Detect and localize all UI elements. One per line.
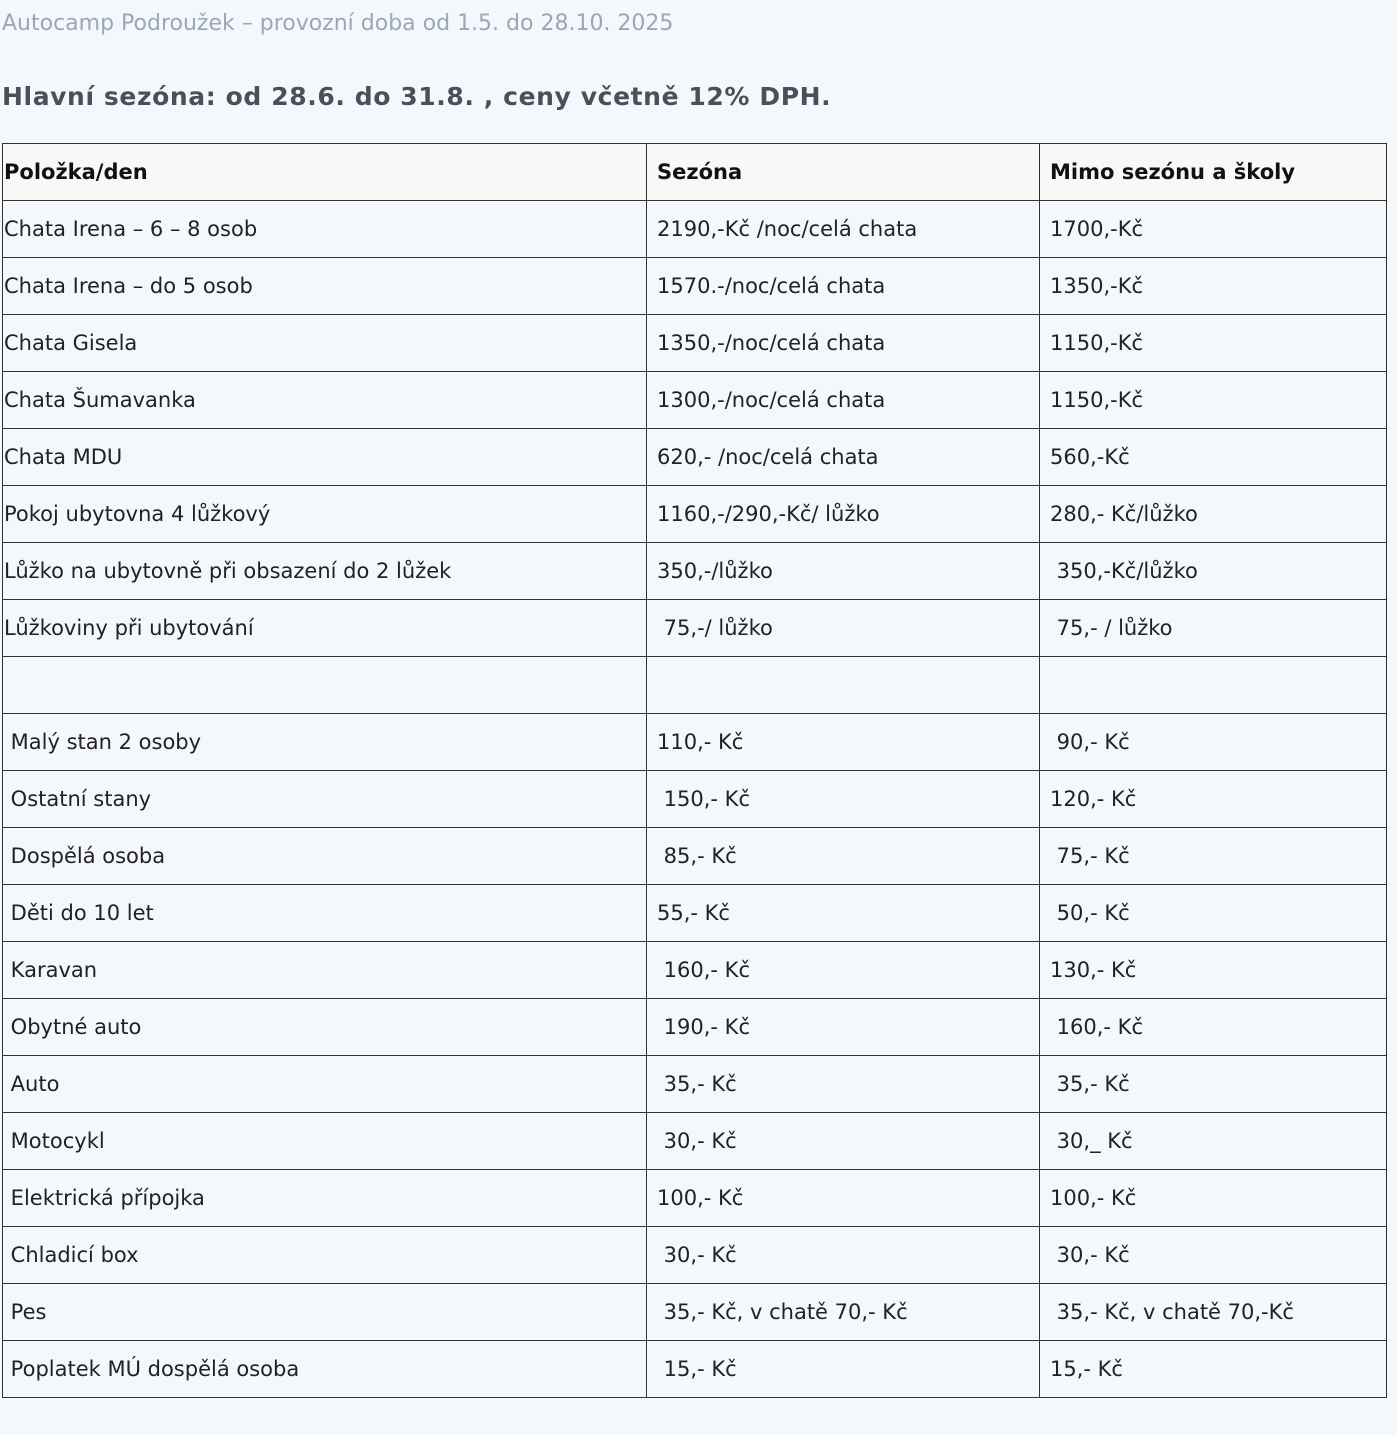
table-row [3, 942, 1387, 999]
season-price-cell: 150,- Kč [647, 771, 1040, 828]
season-price-cell: 110,- Kč [647, 714, 1040, 771]
off-season-price-cell: 35,- Kč [1040, 1056, 1387, 1113]
table-row [3, 771, 1387, 828]
table-row [3, 258, 1387, 315]
item-cell: Chladicí box [3, 1227, 647, 1284]
season-price-cell: 35,- Kč, v chatě 70,- Kč [647, 1284, 1040, 1341]
table-row [3, 543, 1387, 600]
season-price-cell: 1570.-/noc/celá chata [647, 258, 1040, 315]
off-season-price-cell: 1350,-Kč [1040, 258, 1387, 315]
table-row [3, 657, 1387, 714]
item-cell: Chata Gisela [3, 315, 647, 372]
off-season-price-cell: 350,-Kč/lůžko [1040, 543, 1387, 600]
off-season-price-cell: 100,- Kč [1040, 1170, 1387, 1227]
off-season-price-cell: 1700,-Kč [1040, 201, 1387, 258]
off-season-price-cell: 120,- Kč [1040, 771, 1387, 828]
table-row [3, 486, 1387, 543]
item-cell: Lůžkoviny při ubytování [3, 600, 647, 657]
season-price-cell: 15,- Kč [647, 1341, 1040, 1398]
header-item: Položka/den [3, 144, 647, 201]
item-cell: Ostatní stany [3, 771, 647, 828]
table-row [3, 1284, 1387, 1341]
table-row [3, 1113, 1387, 1170]
page-heading: Hlavní sezóna: od 28.6. do 31.8. , ceny včetně 12% DPH. [2, 82, 832, 111]
item-cell: Karavan [3, 942, 647, 999]
item-cell: Elektrická přípojka [3, 1170, 647, 1227]
off-season-price-cell: 130,- Kč [1040, 942, 1387, 999]
off-season-price-cell: 90,- Kč [1040, 714, 1387, 771]
table-row [3, 885, 1387, 942]
season-price-cell: 1160,-/290,-Kč/ lůžko [647, 486, 1040, 543]
season-price-cell: 620,- /noc/celá chata [647, 429, 1040, 486]
table-row [3, 201, 1387, 258]
off-season-price-cell: 1150,-Kč [1040, 372, 1387, 429]
off-season-price-cell: 30,_ Kč [1040, 1113, 1387, 1170]
page-subtitle: Autocamp Podroužek – provozní doba od 1.5. do 28.10. 2025 [2, 11, 674, 36]
season-price-cell: 160,- Kč [647, 942, 1040, 999]
off-season-price-cell: 50,- Kč [1040, 885, 1387, 942]
season-price-cell: 30,- Kč [647, 1113, 1040, 1170]
item-cell: Děti do 10 let [3, 885, 647, 942]
item-cell: Pes [3, 1284, 647, 1341]
off-season-price-cell: 280,- Kč/lůžko [1040, 486, 1387, 543]
off-season-price-cell: 75,- / lůžko [1040, 600, 1387, 657]
season-price-cell: 1300,-/noc/celá chata [647, 372, 1040, 429]
off-season-price-cell: 160,- Kč [1040, 999, 1387, 1056]
season-price-cell: 100,- Kč [647, 1170, 1040, 1227]
season-price-cell: 35,- Kč [647, 1056, 1040, 1113]
off-season-price-cell: 560,-Kč [1040, 429, 1387, 486]
season-price-cell: 55,- Kč [647, 885, 1040, 942]
price-table [2, 143, 1387, 1398]
price-table-body [3, 201, 1387, 1398]
item-cell: Obytné auto [3, 999, 647, 1056]
item-cell: Chata Šumavanka [3, 372, 647, 429]
header-off-season: Mimo sezónu a školy [1040, 144, 1387, 201]
off-season-price-cell: 15,- Kč [1040, 1341, 1387, 1398]
item-cell: Motocykl [3, 1113, 647, 1170]
table-row [3, 714, 1387, 771]
header-row [3, 144, 1387, 201]
table-row [3, 372, 1387, 429]
item-cell: Chata Irena – 6 – 8 osob [3, 201, 647, 258]
off-season-price-cell: 35,- Kč, v chatě 70,-Kč [1040, 1284, 1387, 1341]
item-cell: Dospělá osoba [3, 828, 647, 885]
price-table-header [3, 144, 1387, 201]
item-cell: Lůžko na ubytovně při obsazení do 2 lůžek [3, 543, 647, 600]
table-row [3, 1227, 1387, 1284]
header-season: Sezóna [647, 144, 1040, 201]
item-cell: Chata Irena – do 5 osob [3, 258, 647, 315]
item-cell: Pokoj ubytovna 4 lůžkový [3, 486, 647, 543]
season-price-cell: 2190,-Kč /noc/celá chata [647, 201, 1040, 258]
item-cell: Auto [3, 1056, 647, 1113]
off-season-price-cell [1040, 657, 1387, 714]
off-season-price-cell: 30,- Kč [1040, 1227, 1387, 1284]
table-row [3, 1341, 1387, 1398]
season-price-cell: 75,-/ lůžko [647, 600, 1040, 657]
season-price-cell: 350,-/lůžko [647, 543, 1040, 600]
item-cell: Malý stan 2 osoby [3, 714, 647, 771]
season-price-cell: 1350,-/noc/celá chata [647, 315, 1040, 372]
season-price-cell: 190,- Kč [647, 999, 1040, 1056]
season-price-cell: 85,- Kč [647, 828, 1040, 885]
table-row [3, 429, 1387, 486]
table-row [3, 828, 1387, 885]
item-cell [3, 657, 647, 714]
table-row [3, 1170, 1387, 1227]
table-row [3, 315, 1387, 372]
item-cell: Chata MDU [3, 429, 647, 486]
item-cell: Poplatek MÚ dospělá osoba [3, 1341, 647, 1398]
table-row [3, 1056, 1387, 1113]
season-price-cell [647, 657, 1040, 714]
off-season-price-cell: 1150,-Kč [1040, 315, 1387, 372]
season-price-cell: 30,- Kč [647, 1227, 1040, 1284]
table-row [3, 999, 1387, 1056]
off-season-price-cell: 75,- Kč [1040, 828, 1387, 885]
table-row [3, 600, 1387, 657]
